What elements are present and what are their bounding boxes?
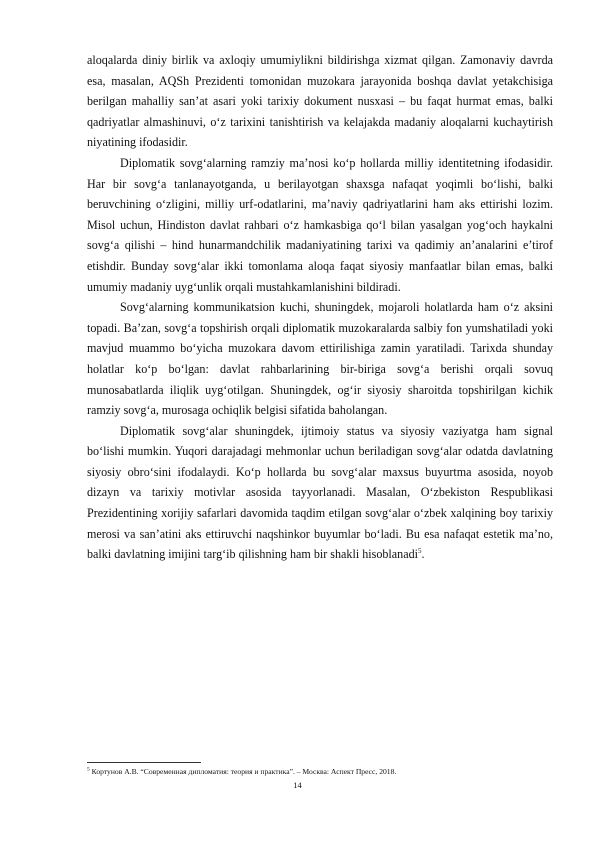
footnote-number: 5 [87,766,90,773]
paragraph-4-text: Diplomatik sovg‘alar shuningdek, ijtimoiy status va siyosiy vaziyatga ham signal bo‘lishi mumkin. Yuqori darajadagi mehmonlar uchun beriladigan sovg‘alar odatda davlatning siyosiy obro‘sini ifodalaydi. Ko‘p hollarda bu sovg‘alar maxsus buyurtma asosida, noyob dizayn va tarixiy motivlar asosida tayyorlanadi. Masalan, O‘zbekiston Respublikasi Prezidentining xorijiy safarlari davomida taqdim etilgan sovg‘alar o‘zbek xalqining boy tarixiy merosi va san’atini aks ettiruvchi naqshinkor buyumlar bo‘ladi. Bu esa nafaqat estetik ma’no, balki davlatning imijini targ‘ib qilishning ham bir shakli hisoblanadi [87,423,553,562]
paragraph-2: Diplomatik sovg‘alarning ramziy ma’nosi ko‘p hollarda milliy identitetning ifodasidir. Har bir sovg‘a tanlanayotganda, u berilayotgan shaxsga nafaqat yoqimli bo‘lishi, balki beruvchining o‘zligini, milliy urf-odatlarini, ma’naviy qadriyatlarini ham aks ettirishi lozim. Misol uchun, Hindiston davlat rahbari o‘z hamkasbiga qo‘l bilan yasalgan yog‘och haykalni sovg‘a qilishi – hind hunarmandchilik madaniyatining tarixi va qadimiy an’analarini e’tirof etishdir. Bunday sovg‘alar ikki tomonlama aloqa faqat siyosiy manfaatlar bilan emas, balki umumiy madaniy uyg‘unlik orqali mustahkamlanishini bildiradi. [87,155,553,294]
footnote [87,767,553,777]
paragraph-4-period: . [421,547,425,562]
footnote-reference[interactable]: 5 [417,547,422,556]
footnote-text: Кортунов А.В. “Современная дипломатия: теория и практика”. – Москва: Аспект Пресс, 2018. [89,767,397,776]
paragraph-4 [87,421,553,565]
paragraph-3: Sovg‘alarning kommunikatsion kuchi, shuningdek, mojaroli holatlarda ham o‘z aksini topadi. Ba’zan, sovg‘a topshirish orqali diplomatik muzokaralarda salbiy fon yumshatiladi yoki mavjud muammo bo‘yicha muzokara davom ettirilishiga zamin yaratiladi. Tarixda shunday holatlar ko‘p bo‘lgan: davlat rahbarlarining bir-biriga sovg‘a berishi orqali sovuq munosabatlarda iliqlik uyg‘otilgan. Shuningdek, og‘ir siyosiy sharoitda topshirilgan kichik ramziy sovg‘a, murosaga ochiqlik belgisi sifatida baholangan. [87,300,553,418]
footnote-divider [87,762,201,763]
page-number: 14 [293,780,302,790]
paragraph-1: aloqalarda diniy birlik va axloqiy umumiylikni bildirishga xizmat qilgan. Zamonaviy davrda esa, masalan, AQSh Prezidenti tomonidan muzokara jarayonida boshqa davlat yetakchisiga berilgan mahalliy san’at asari yoki tarixiy dokument nusxasi – bu faqat hurmat emas, balki qadriyatlar almashinuvi, o‘z tarixini tanishtirish va kelajakda madaniy aloqalarni kuchaytirish niyatining ifodasidir. [87,53,553,150]
page-body [87,50,553,565]
